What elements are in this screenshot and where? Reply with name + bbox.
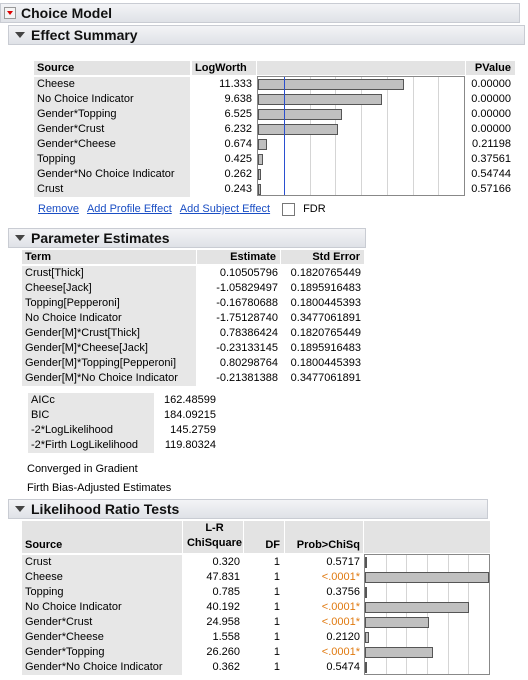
effect-actions <box>38 202 326 216</box>
param-term[interactable]: Gender[M]*Topping[Pepperoni] <box>22 356 196 371</box>
param-term[interactable]: No Choice Indicator <box>22 311 196 326</box>
df-header-label: DF <box>265 539 280 551</box>
fit-label: AICc <box>28 393 154 408</box>
fdr-label: FDR <box>303 203 326 215</box>
param-stderr: 0.1800445393 <box>290 357 361 369</box>
col-df <box>244 521 284 553</box>
effect-row-source[interactable]: Gender*Crust <box>34 122 190 137</box>
likelihood-ratio-tests-header[interactable] <box>8 499 488 519</box>
param-estimate: -0.21381388 <box>216 372 278 384</box>
param-term[interactable]: Gender[M]*Cheese[Jack] <box>22 341 196 356</box>
param-estimate: -1.05829497 <box>216 282 278 294</box>
effect-row-pvalue: 0.54744 <box>471 168 511 180</box>
fit-label: -2*Firth LogLikelihood <box>28 438 154 453</box>
effect-row-source[interactable]: Gender*No Choice Indicator <box>34 167 190 182</box>
col-pvalue: PValue <box>466 61 515 75</box>
disclosure-icon[interactable] <box>15 235 25 241</box>
lr-df: 1 <box>273 661 280 673</box>
col-prob <box>285 521 363 553</box>
fit-value: 184.09215 <box>164 409 216 421</box>
param-term[interactable]: Topping[Pepperoni] <box>22 296 196 311</box>
effect-row-logworth: 11.333 <box>219 78 252 90</box>
param-term[interactable]: Gender[M]*No Choice Indicator <box>22 371 196 386</box>
lr-bottom-label: ChiSquare <box>186 537 242 549</box>
param-stderr: 0.1820765449 <box>290 267 361 279</box>
col-estimate: Estimate <box>197 250 280 264</box>
fdr-checkbox[interactable] <box>282 203 295 216</box>
col-source: Source <box>34 61 190 75</box>
lr-source[interactable]: Gender*Topping <box>22 645 182 660</box>
col-logworth: LogWorth <box>192 61 256 75</box>
col-term: Term <box>22 250 196 264</box>
lr-prob: 0.5717 <box>326 556 360 568</box>
lr-prob: 0.5474 <box>326 661 360 673</box>
lr-prob: <.0001* <box>321 601 360 613</box>
lr-chisq: 24.958 <box>206 616 240 628</box>
lr-prob: 0.2120 <box>326 631 360 643</box>
lr-chisq: 0.320 <box>212 556 240 568</box>
lr-df: 1 <box>273 616 280 628</box>
effect-row-pvalue: 0.00000 <box>471 78 511 90</box>
effect-row-logworth: 6.525 <box>224 108 252 120</box>
parameter-estimates-header[interactable] <box>8 228 366 248</box>
effect-row-logworth: 9.638 <box>224 93 252 105</box>
effect-row-logworth: 0.425 <box>224 153 252 165</box>
col-lr-chart <box>364 521 490 553</box>
effect-summary-header[interactable] <box>8 25 525 45</box>
lr-source[interactable]: Crust <box>22 555 182 570</box>
lr-df: 1 <box>273 571 280 583</box>
add-profile-effect-link[interactable]: Add Profile Effect <box>86 203 172 215</box>
lr-chisq: 26.260 <box>206 646 240 658</box>
param-stderr: 0.3477061891 <box>290 312 361 324</box>
effect-row-source[interactable]: Gender*Topping <box>34 107 190 122</box>
param-estimate: -0.16780688 <box>216 297 278 309</box>
lr-chart-frame <box>364 554 490 675</box>
param-stderr: 0.1895916483 <box>290 282 361 294</box>
fit-value: 162.48599 <box>164 394 216 406</box>
effect-row-source[interactable]: Gender*Cheese <box>34 137 190 152</box>
choice-model-header[interactable] <box>0 3 520 23</box>
lr-df: 1 <box>273 646 280 658</box>
lr-source[interactable]: Gender*Crust <box>22 615 182 630</box>
param-estimate: 0.10505796 <box>219 267 278 279</box>
col-chart <box>257 61 465 75</box>
param-stderr: 0.3477061891 <box>290 372 361 384</box>
lr-chisq: 0.785 <box>212 586 240 598</box>
effect-row-logworth: 0.674 <box>224 138 252 150</box>
disclosure-icon[interactable] <box>15 506 25 512</box>
lr-source[interactable]: Gender*No Choice Indicator <box>22 660 182 675</box>
lr-df: 1 <box>273 556 280 568</box>
lr-prob: <.0001* <box>321 646 360 658</box>
lr-df: 1 <box>273 631 280 643</box>
lr-chisq: 47.831 <box>206 571 240 583</box>
parameter-estimates-title: Parameter Estimates <box>31 230 170 246</box>
source-header-label: Source <box>25 539 63 551</box>
param-term[interactable]: Crust[Thick] <box>22 266 196 281</box>
lr-top-label: L-R <box>205 522 224 534</box>
lr-source[interactable]: Topping <box>22 585 182 600</box>
param-term[interactable]: Gender[M]*Crust[Thick] <box>22 326 196 341</box>
effect-row-pvalue: 0.00000 <box>471 123 511 135</box>
firth-note: Firth Bias-Adjusted Estimates <box>27 482 172 494</box>
converged-note: Converged in Gradient <box>27 463 138 475</box>
remove-link[interactable]: Remove <box>38 203 79 215</box>
prob-header-label: Prob>ChiSq <box>296 539 360 551</box>
lr-df: 1 <box>273 586 280 598</box>
lr-source[interactable]: Cheese <box>22 570 182 585</box>
param-estimate: -0.23133145 <box>216 342 278 354</box>
lr-source[interactable]: Gender*Cheese <box>22 630 182 645</box>
effect-row-pvalue: 0.37561 <box>471 153 511 165</box>
effect-row-logworth: 0.262 <box>224 168 252 180</box>
col-source <box>22 521 182 553</box>
lr-chisq: 40.192 <box>206 601 240 613</box>
lr-chisq: 0.362 <box>212 661 240 673</box>
effect-row-pvalue: 0.57166 <box>471 183 511 195</box>
param-stderr: 0.1820765449 <box>290 327 361 339</box>
fit-value: 119.80324 <box>164 439 216 451</box>
effect-row-source[interactable]: Crust <box>34 182 190 197</box>
param-term[interactable]: Cheese[Jack] <box>22 281 196 296</box>
add-subject-effect-link[interactable]: Add Subject Effect <box>179 203 271 215</box>
red-menu-triangle-icon[interactable] <box>4 7 16 19</box>
report-title: Choice Model <box>21 5 113 21</box>
effect-row-pvalue: 0.00000 <box>471 108 511 120</box>
logworth-chart-frame <box>257 76 465 196</box>
lr-prob: <.0001* <box>321 616 360 628</box>
param-estimate: 0.80298764 <box>219 357 278 369</box>
col-lr-chisq <box>183 521 243 553</box>
col-stderr: Std Error <box>281 250 364 264</box>
param-stderr: 0.1895916483 <box>290 342 361 354</box>
effect-row-logworth: 6.232 <box>224 123 252 135</box>
effect-row-source[interactable]: Topping <box>34 152 190 167</box>
lr-chisq: 1.558 <box>212 631 240 643</box>
fit-label: -2*LogLikelihood <box>28 423 154 438</box>
effect-row-pvalue: 0.21198 <box>472 138 511 150</box>
lr-prob: 0.3756 <box>326 586 360 598</box>
effect-row-source[interactable]: No Choice Indicator <box>34 92 190 107</box>
param-stderr: 0.1800445393 <box>290 297 361 309</box>
lr-prob: <.0001* <box>321 571 360 583</box>
disclosure-icon[interactable] <box>15 32 25 38</box>
param-estimate: 0.78386424 <box>219 327 278 339</box>
effect-row-pvalue: 0.00000 <box>471 93 511 105</box>
fit-label: BIC <box>28 408 154 423</box>
param-estimate: -1.75128740 <box>216 312 278 324</box>
effect-row-source[interactable]: Cheese <box>34 77 190 92</box>
fit-value: 145.2759 <box>170 424 216 436</box>
lr-source[interactable]: No Choice Indicator <box>22 600 182 615</box>
lr-tests-title: Likelihood Ratio Tests <box>31 501 180 517</box>
effect-row-logworth: 0.243 <box>224 183 252 195</box>
effect-summary-title: Effect Summary <box>31 27 138 43</box>
lr-df: 1 <box>273 601 280 613</box>
